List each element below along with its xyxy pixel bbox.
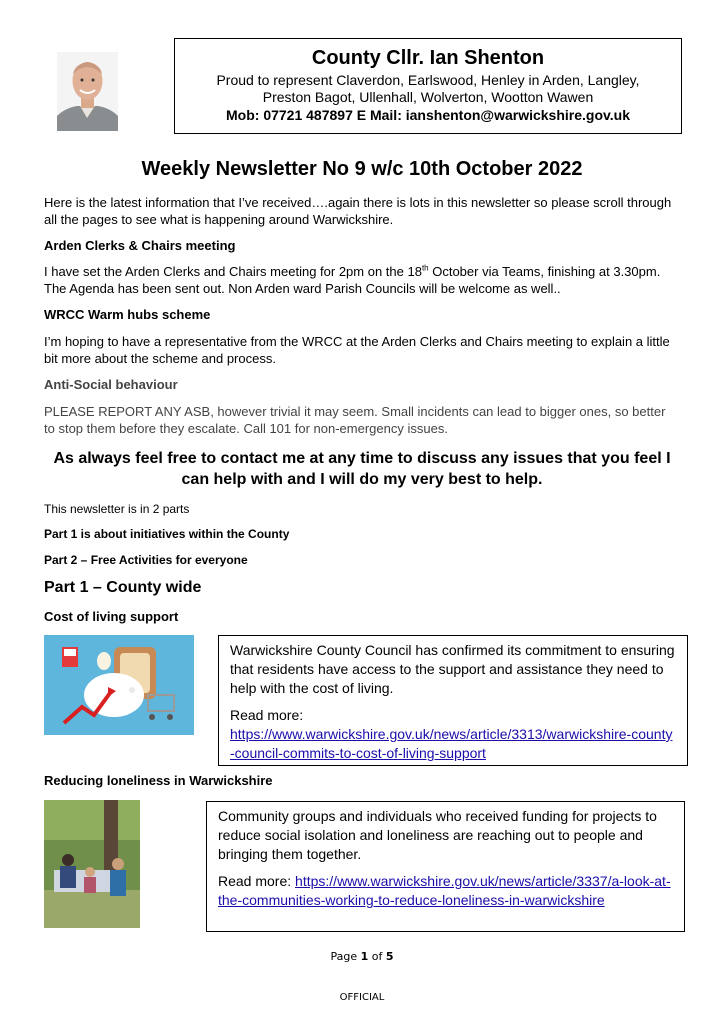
wrcc-paragraph: I’m hoping to have a representative from the WRCC at the Arden Clerks and Chairs meeting to explain a little bit more about the scheme and process. [44,334,670,366]
asb-paragraph: PLEASE REPORT ANY ASB, however trivial it may seem. Small incidents can lead to bigger ones, so better to stop them before they escalate. Call 101 for non-emergency issues. [44,404,666,436]
contact-call-to-action: As always feel free to contact me at any time to discuss any issues that you feel I can help with and I will do my very best to help. [53,450,671,488]
cost-of-living-heading: Cost of living support [44,609,179,624]
arden-text-start: I have set the Arden Clerks and Chairs meeting for 2pm on the 18 [44,264,422,279]
loneliness-read-more [218,872,674,910]
arden-paragraph [44,263,674,297]
loneliness-image [44,800,140,928]
newsletter-title: Weekly Newsletter No 9 w/c 10th October 2022 [141,158,583,180]
parts-intro: This newsletter is in 2 parts [44,502,190,516]
loneliness-card [206,801,685,932]
loneliness-text: Community groups and individuals who received funding for projects to reduce social isolation and loneliness are reaching out to people and bringing them together. [218,808,657,862]
official-marking: OFFICIAL [339,992,385,1003]
arden-heading: Arden Clerks & Chairs meeting [44,238,236,253]
part1-heading: Part 1 – County wide [44,579,202,596]
contact-header-box [174,38,682,134]
page-total: 5 [385,950,394,963]
page-current: 1 [360,950,369,963]
arden-text-end: October via Teams, finishing at 3.30pm. The Agenda has been sent out. Non Arden ward Parish Councils will be welcome as well.. [44,264,661,296]
part2-summary: Part 2 – Free Activities for everyone [44,553,248,567]
page-number [0,950,724,963]
loneliness-read-more-label: Read more: [218,873,292,889]
councillor-name: County Cllr. Ian Shenton [311,47,545,69]
loneliness-heading: Reducing loneliness in Warwickshire [44,773,273,788]
part1-summary: Part 1 is about initiatives within the County [44,527,290,541]
contact-details: Mob: 07721 487897 E Mail: ianshenton@warwickshire.gov.uk [226,107,630,123]
arden-text-sup: th [421,263,429,273]
wrcc-heading: WRCC Warm hubs scheme [44,307,211,322]
intro-paragraph: Here is the latest information that I’ve received….again there is lots in this newsletter so please scroll through all the pages to see what is happening around Warwickshire. [44,195,672,227]
cost-of-living-image [44,635,194,735]
page-prefix: Page [330,950,361,963]
asb-heading: Anti-Social behaviour [44,377,178,392]
cost-of-living-read-more: Read more: [230,707,304,723]
page-of: of [368,950,386,963]
represented-areas: Proud to represent Claverdon, Earlswood, Henley in Arden, Langley, Preston Bagot, Ullenhall, Wolverton, Wootton Wawen [216,72,640,105]
cost-of-living-card [218,635,688,766]
loneliness-link[interactable]: https://www.warwickshire.gov.uk/news/article/3337/a-look-at-the-communities-working-to-reduce-loneliness-in-warwickshire [218,873,671,908]
cost-of-living-text: Warwickshire County Council has confirmed its commitment to ensuring that residents have access to the support and assistance they need to help with the cost of living. [230,642,675,696]
councillor-portrait [57,52,118,131]
cost-of-living-link[interactable]: https://www.warwickshire.gov.uk/news/article/3313/warwickshire-county-council-commits-to-cost-of-living-support [230,726,673,761]
